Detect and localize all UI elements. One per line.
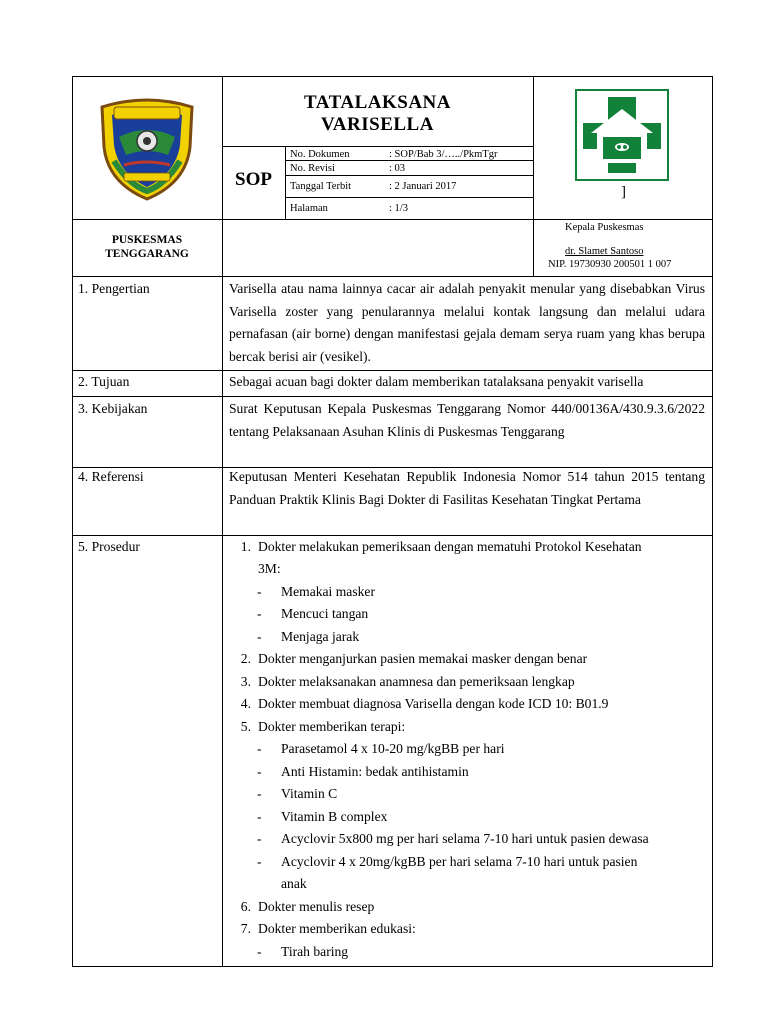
step-1-line-1: Dokter melakukan pemeriksaan dengan mematuhi Protokol Kesehatan: [258, 539, 642, 554]
org-line-1: PUSKESMAS: [111, 234, 183, 246]
step-5-sub-item: Anti Histamin: bedak antihistamin: [281, 764, 469, 779]
step-5-sub-item-continued: anak: [281, 876, 307, 891]
step-number: 5.: [240, 719, 251, 734]
step-number: 1.: [240, 539, 251, 554]
step-2: Dokter menganjurkan pasien memakai masker dengan benar: [258, 651, 588, 666]
info-label-2: Tanggal Terbit: [290, 181, 352, 192]
step-7-sub-item: Tirah baring: [281, 944, 349, 959]
step-4: Dokter membuat diagnosa Varisella dengan kode ICD 10: B01.9: [258, 696, 609, 711]
step-5: Dokter memberikan terapi:: [258, 719, 406, 734]
dash: -: [257, 831, 262, 846]
title-line-2: VARISELLA: [321, 114, 434, 135]
step-5-sub-item: Vitamin B complex: [281, 809, 388, 824]
title-line-1: TATALAKSANA: [304, 92, 451, 113]
label-prosedur: 5. Prosedur: [78, 539, 140, 554]
text-kebijakan: Surat Keputusan Kepala Puskesmas Tenggarang Nomor 440/00136A/430.9.3.6/2022 tentang Pelaksanaan Asuhan Klinis di Puskesmas Tenggarang: [229, 401, 705, 439]
sop-label: SOP: [235, 169, 272, 190]
step-number: 6.: [240, 899, 251, 914]
step-5-sub-item: Acyclovir 4 x 20mg/kgBB per hari selama 7-10 hari untuk pasien: [281, 854, 638, 869]
label-tujuan: 2. Tujuan: [78, 374, 130, 389]
dash: -: [257, 944, 262, 959]
document-title: [222, 92, 533, 136]
label-kebijakan: 3. Kebijakan: [78, 401, 148, 416]
signatory-title: Kepala Puskesmas: [565, 222, 644, 233]
step-1-sub-item: Menjaga jarak: [281, 629, 360, 644]
step-number: 3.: [240, 674, 251, 689]
regency-crest-icon: [94, 95, 200, 203]
label-pengertian: 1. Pengertian: [78, 281, 150, 296]
step-1-line-2: 3M:: [258, 561, 281, 576]
step-6: Dokter menulis resep: [258, 899, 375, 914]
dash: -: [257, 629, 262, 644]
text-pengertian: Varisella atau nama lainnya cacar air adalah penyakit menular yang disebabkan Virus Varisella zoster yang penularannya melalui kontak langsung dan melalui udara pernafasan (air borne) dengan manifestasi gejala demam serya ruam yang khas berupa bercak berisi air (vesikel).: [229, 281, 705, 364]
step-3: Dokter melaksanakan anamnesa dan pemeriksaan lengkap: [258, 674, 575, 689]
info-label-0: No. Dokumen: [290, 149, 350, 160]
info-value-2: : 2 Januari 2017: [389, 181, 457, 192]
dash: -: [257, 606, 262, 621]
step-1-sub-item: Mencuci tangan: [281, 606, 369, 621]
dash: -: [257, 809, 262, 824]
puskesmas-cross-icon: [575, 89, 669, 181]
dash: -: [257, 854, 262, 869]
signatory-name: dr. Slamet Santoso: [565, 246, 644, 257]
step-number: 4.: [240, 696, 251, 711]
prosedur-list: [229, 536, 709, 964]
step-7: Dokter memberikan edukasi:: [258, 921, 416, 936]
signatory-nip: NIP. 19730930 200501 1 007: [548, 259, 672, 270]
text-tujuan: Sebagai acuan bagi dokter dalam memberikan tatalaksana penyakit varisella: [229, 374, 644, 389]
step-number: 2.: [240, 651, 251, 666]
dash: -: [257, 764, 262, 779]
info-label-1: No. Revisi: [290, 163, 335, 174]
step-1-sub-item: Memakai masker: [281, 584, 375, 599]
organization-name: [72, 233, 222, 261]
dash: -: [257, 584, 262, 599]
bracket-mark: ]: [621, 184, 626, 200]
info-label-3: Halaman: [290, 203, 328, 214]
step-5-sub-item: Vitamin C: [281, 786, 338, 801]
label-referensi: 4. Referensi: [78, 469, 144, 484]
step-5-sub-item: Acyclovir 5x800 mg per hari selama 7-10 hari untuk pasien dewasa: [281, 831, 649, 846]
text-referensi: Keputusan Menteri Kesehatan Republik Indonesia Nomor 514 tahun 2015 tentang Panduan Praktik Klinis Bagi Dokter di Fasilitas Kesehatan Tingkat Pertama: [229, 469, 705, 507]
dash: -: [257, 786, 262, 801]
dash: -: [257, 741, 262, 756]
info-value-1: : 03: [389, 163, 406, 174]
step-number: 7.: [240, 921, 251, 936]
org-line-2: TENGGARANG: [105, 248, 189, 260]
info-value-3: : 1/3: [389, 203, 408, 214]
info-value-0: : SOP/Bab 3/…../PkmTgr: [389, 149, 498, 160]
step-5-sub-item: Parasetamol 4 x 10-20 mg/kgBB per hari: [281, 741, 505, 756]
